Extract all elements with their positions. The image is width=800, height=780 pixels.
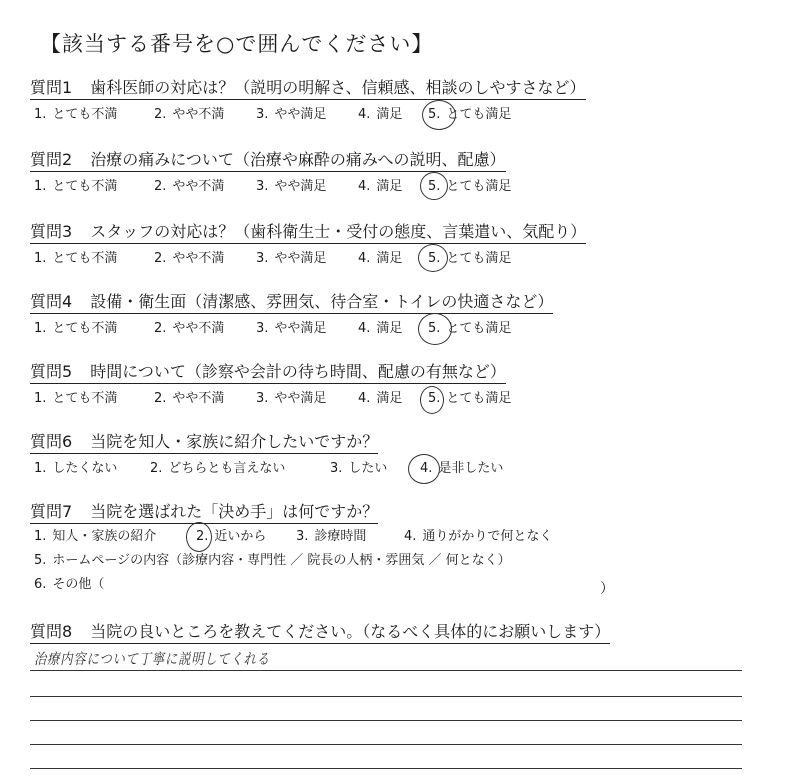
question-5-number: 質問5	[30, 362, 73, 381]
answer-line-4	[30, 744, 742, 745]
question-7-title	[30, 502, 378, 524]
question-4-text: 設備・衛生面（清潔感、雰囲気、待合室・トイレの快適さなど）	[90, 292, 554, 311]
question-8-text: 当院の良いところを教えてください。（なるべく具体的にお願いします）	[90, 622, 611, 641]
q4-option-3[interactable]: 3. やや満足	[256, 321, 327, 336]
q1-option-5[interactable]: 5. とても満足	[428, 107, 512, 122]
q7-option-5[interactable]: 5. ホームページの内容（診療内容・専門性 ／ 院長の人柄・雰囲気 ／ 何となく）	[34, 553, 511, 568]
question-5-title	[30, 362, 506, 384]
question-6-text: 当院を知人・家族に紹介したいですか？	[90, 432, 379, 451]
q4-option-2[interactable]: 2. やや不満	[154, 321, 225, 336]
q4-option-1[interactable]: 1. とても不満	[34, 321, 118, 336]
q2-option-2[interactable]: 2. やや不満	[154, 179, 225, 194]
question-7-text: 当院を選ばれた「決め手」は何ですか？	[90, 502, 379, 521]
question-6-number: 質問6	[30, 432, 73, 451]
answer-line-5	[30, 768, 742, 769]
q8-handwritten-answer[interactable]: 治療内容について丁寧に説明してくれる	[34, 650, 270, 668]
q6-option-4[interactable]: 4. 是非したい	[420, 461, 504, 476]
page-title: 【該当する番号を○で囲んでください】	[40, 32, 434, 56]
question-4-title	[30, 292, 553, 314]
q2-option-4[interactable]: 4. 満足	[358, 179, 403, 194]
q6-option-1[interactable]: 1. したくない	[34, 461, 118, 476]
question-2-text: 治療の痛みについて（治療や麻酔の痛みへの説明、配慮）	[90, 150, 506, 169]
q4-option-5[interactable]: 5. とても満足	[428, 321, 512, 336]
q7-option-1[interactable]: 1. 知人・家族の紹介	[34, 529, 157, 544]
question-1-text: 歯科医師の対応は？（説明の明解さ、信頼感、相談のしやすさなど）	[90, 78, 586, 97]
q7-option-3[interactable]: 3. 診療時間	[296, 529, 367, 544]
q1-option-1[interactable]: 1. とても不満	[34, 107, 118, 122]
question-3-number: 質問3	[30, 222, 73, 241]
answer-line-1	[30, 670, 742, 671]
q1-option-4[interactable]: 4. 満足	[358, 107, 403, 122]
answer-line-2	[30, 696, 742, 697]
question-7-number: 質問7	[30, 502, 73, 521]
question-1-title	[30, 78, 586, 100]
q7-option-4[interactable]: 4. 通りがかりで何となく	[404, 529, 553, 544]
question-5-text: 時間について（診察や会計の待ち時間、配慮の有無など）	[90, 362, 506, 381]
q3-option-3[interactable]: 3. やや満足	[256, 251, 327, 266]
q7-option-2[interactable]: 2. 近いから	[196, 529, 267, 544]
q5-option-4[interactable]: 4. 満足	[358, 391, 403, 406]
q1-option-3[interactable]: 3. やや満足	[256, 107, 327, 122]
answer-line-3	[30, 720, 742, 721]
question-6-title	[30, 432, 378, 454]
q6-option-3[interactable]: 3. したい	[330, 461, 388, 476]
question-4-number: 質問4	[30, 292, 73, 311]
q2-option-5[interactable]: 5. とても満足	[428, 179, 512, 194]
q3-option-4[interactable]: 4. 満足	[358, 251, 403, 266]
q4-option-4[interactable]: 4. 満足	[358, 321, 403, 336]
q5-option-5[interactable]: 5. とても満足	[428, 391, 512, 406]
q6-option-2[interactable]: 2. どちらとも言えない	[150, 461, 286, 476]
question-8-title	[30, 622, 610, 644]
q7-option-6[interactable]: 6. その他（	[34, 577, 105, 592]
q2-option-1[interactable]: 1. とても不満	[34, 179, 118, 194]
q2-option-3[interactable]: 3. やや満足	[256, 179, 327, 194]
question-1-number: 質問1	[30, 78, 73, 97]
question-3-title	[30, 222, 586, 244]
q5-option-1[interactable]: 1. とても不満	[34, 391, 118, 406]
q3-option-1[interactable]: 1. とても不満	[34, 251, 118, 266]
q1-option-2[interactable]: 2. やや不満	[154, 107, 225, 122]
question-2-title	[30, 150, 506, 172]
q3-option-5[interactable]: 5. とても満足	[428, 251, 512, 266]
q7-other-close-paren: ）	[600, 581, 614, 597]
question-8-number: 質問8	[30, 622, 73, 641]
q3-option-2[interactable]: 2. やや不満	[154, 251, 225, 266]
q5-option-2[interactable]: 2. やや不満	[154, 391, 225, 406]
q5-option-3[interactable]: 3. やや満足	[256, 391, 327, 406]
question-2-number: 質問2	[30, 150, 73, 169]
question-3-text: スタッフの対応は？（歯科衛生士・受付の態度、言葉遣い、気配り）	[90, 222, 587, 241]
